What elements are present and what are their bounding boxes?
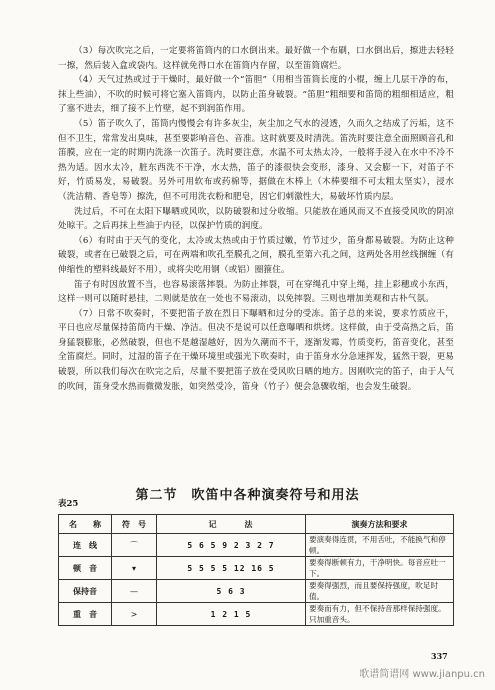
paragraph: （5）笛子吹久了，笛筒内慢慢会有许多灰尘，灰尘加之气水的浸透，久而久之结成了污垢，这不但不卫生，常常发出臭味，甚至要影响音色、音准。这时就要及时清洗。笛洗时要注意全面照顾音孔和笛膜，应在一定的时期内洗涤一次笛子。洗时要注意，水温不可太热太冷，一般将手浸入在水中不冷不热为适。因水太冷，脏东西洗不干净，水太热，笛子的漆很快会变形，漆身、又会膨一下，对笛子不好，竹质易发，易破裂。另外可用软布或药棉等，据做在木棒上（木棒要细不可太粗太坚实），浸水（洗洁精、香皂等）擦洗，但不可用洗衣粉和肥皂，因它们刺激性大，易破坏竹质内层。	[58, 118, 454, 202]
table-row	[59, 557, 454, 580]
cell-method: 要演奏得连贯，不用舌吐，不能换气和停顿。	[306, 534, 454, 557]
header-method: 演奏方法和要求	[306, 515, 454, 534]
table-row	[59, 534, 454, 557]
header-symbol: 符 号	[112, 515, 157, 534]
cell-method: 要奏得强烈，而且要保持强度，吹足时值。	[306, 580, 454, 603]
cell-name: 保持音	[59, 580, 112, 603]
cell-notation: 1 2 1 5	[157, 603, 306, 626]
cell-method: 要奏得断顿有力，干净明快。每音应吐一下。	[306, 557, 454, 580]
paragraph: 笛子有时因放置不当，也容易滚落摔裂。为防止摔裂，可在穿绳孔中穿上绳，挂上彩穗或小东西，这样一则可以随时悬挂，二则就是放在一处也不易滚动，以免摔裂。三则也增加美观和古朴气氛。	[58, 279, 454, 305]
cell-notation: 5 5 5 5 12 16 5	[157, 557, 306, 580]
table-header-row	[59, 515, 454, 534]
table-label: 表25	[58, 499, 79, 509]
cell-name: 重 音	[59, 603, 112, 626]
section-title: 第二节 吹笛中各种演奏符号和用法	[135, 488, 360, 503]
cell-name: 顿 音	[59, 557, 112, 580]
cell-method: 要奏而有力，但不保持音那样保持强度。只加重音头。	[306, 603, 454, 626]
paragraph: （3）每次吹完之后，一定要将笛筒内的口水倒出来。最好做一个布刷，口水倒出后，擦进去轻轻一擦，然后装入盒或袋内。这样就免得口水在笛筒内存留，以至笛筒腐烂。	[58, 46, 454, 71]
header-name: 名 称	[59, 515, 112, 534]
paragraph: （6）有时由于天气的变化，太冷或太热或由于竹质过嫩，竹节过少，笛身都易破裂。为防止这种破裂，或者在已破裂之后，可在两端和吹孔至膜孔之间，膜孔至第六孔之间，这两处各用丝线捆缠（有伸缩性的塑料线最好不用），或将尖吃用钢（或铝）圈箍住。	[58, 235, 454, 275]
paragraph: 洗过后，不可在太阳下曝晒或风吹，以防破裂和过分收缩。只能放在通风而又不直接受风吹的阴凉处晾干。之后再抹上些油于内径，以保护竹质的润度。	[58, 206, 454, 232]
paragraph: （7）日常不吹奏时，不要把笛子放在烈日下曝晒和过分的受冻。笛子总的来说，要求竹质应干，平日也应尽量保持笛筒内干燥、净洁。但决不是说可以任意曝晒和烘烤。这样做，由于受高热之后，笛身猛裂膨胀，必然破裂，但也不是越湿越好，因为久潮而不干，逐渐发霉，竹质变朽，笛音变化，甚至全笛腐烂。同时，过湿的笛子在干燥环境里或强光下吹奏时，由于笛身水分急速挥发，猛然干裂，更易破裂，所以我们每次在吹完之后，尽量不要把笛子放在受风吹日晒的地方。因刚吹完的笛子，由于人气的吹间，笛身受水热而微微发胀，如突然受冷，笛身（竹子）便会急骤收缩，也会发生破裂。	[58, 308, 454, 392]
cell-symbol: >	[112, 603, 157, 626]
body-text	[58, 44, 454, 394]
header-notation: 记 法	[157, 515, 306, 534]
paragraph: （4）天气过热或过于干燥时，最好做一个“笛胆”（用相当笛筒长度的小棍，缠上几层干净的布，抹上些油），不吹的时候可将它塞入笛筒内，以防止笛身破裂。“笛胆”粗细要和笛筒的粗细相适应，粗了塞不进去，细了接不上竹壁，起不到润笛作用。	[58, 75, 454, 115]
table-row	[59, 580, 454, 603]
cell-notation: 5 6 5 9 2 3 2 7	[157, 534, 306, 557]
cell-symbol: —	[112, 580, 157, 603]
cell-notation: 5 6 3	[157, 580, 306, 603]
page-number: 337	[431, 651, 448, 661]
cell-name: 连 线	[59, 534, 112, 557]
cell-symbol: ▾	[112, 557, 157, 580]
watermark: 歌谱简谱网 www.jianpu.cn	[359, 669, 485, 680]
notation-table	[58, 514, 454, 626]
cell-symbol: ⌒	[112, 534, 157, 557]
table-row	[59, 603, 454, 626]
